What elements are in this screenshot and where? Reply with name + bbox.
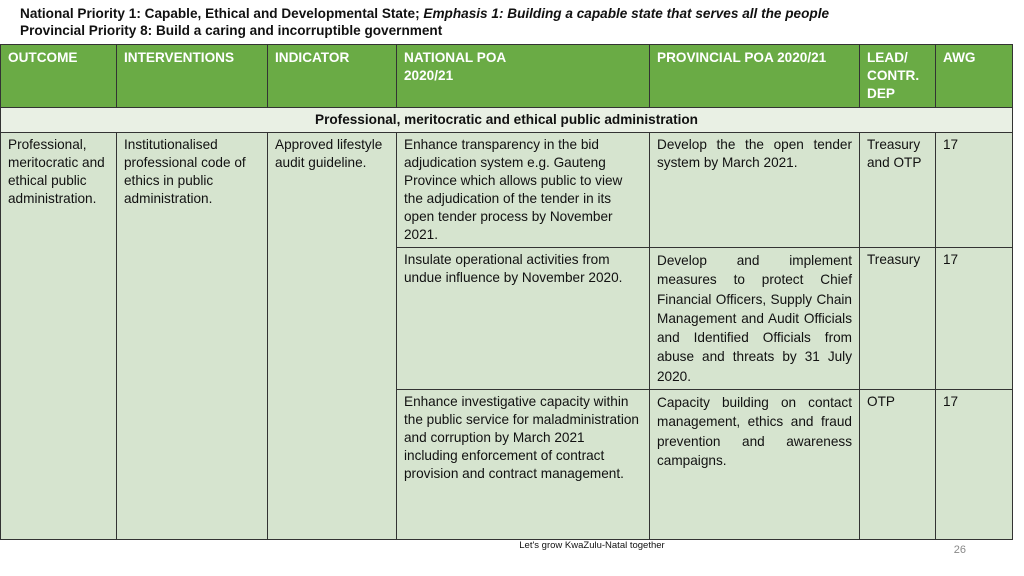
indicator-cell: Approved lifestyle audit guideline. — [268, 133, 397, 540]
col-national-poa-line1: NATIONAL POA — [404, 50, 507, 65]
page-number: 26 — [953, 544, 966, 556]
col-lead-line3: DEP — [867, 86, 895, 101]
footer-tagline: Let's grow KwaZulu-Natal together — [519, 540, 665, 551]
table-row — [1, 133, 1013, 248]
interventions-cell: Institutionalised professional code of ethics in public administration. — [117, 133, 268, 540]
provincial-poa-cell: Capacity building on contact management, ethics and fraud prevention and awareness campaigns. — [650, 390, 860, 540]
header-emphasis: Emphasis 1: Building a capable state that serves all the people — [423, 6, 830, 21]
national-poa-cell: Enhance transparency in the bid adjudication system e.g. Gauteng Province which allows public to view the adjudication of the tender in its open tender process by November 2021. — [397, 133, 650, 248]
header-line-1 — [20, 5, 1010, 22]
outcome-cell: Professional, meritocratic and ethical public administration. — [1, 133, 117, 540]
banner-row — [1, 108, 1013, 133]
col-interventions: INTERVENTIONS — [117, 45, 268, 108]
header-priority: National Priority 1: Capable, Ethical and Developmental State; — [20, 6, 420, 21]
awg-cell: 17 — [936, 390, 1013, 540]
col-lead — [860, 45, 936, 108]
poa-table — [0, 44, 1013, 540]
col-national-poa — [397, 45, 650, 108]
national-poa-cell: Insulate operational activities from undue influence by November 2020. — [397, 248, 650, 390]
banner-text: Professional, meritocratic and ethical public administration — [1, 108, 1013, 133]
header-line-2: Provincial Priority 8: Build a caring and incorruptible government — [20, 23, 443, 38]
col-national-poa-line2: 2020/21 — [404, 68, 454, 83]
awg-cell: 17 — [936, 133, 1013, 248]
lead-cell: Treasury and OTP — [860, 133, 936, 248]
lead-cell: Treasury — [860, 248, 936, 390]
col-lead-line1: LEAD/ — [867, 50, 908, 65]
col-provincial-poa: PROVINCIAL POA 2020/21 — [650, 45, 860, 108]
col-lead-line2: CONTR. — [867, 68, 920, 83]
slide-header — [20, 5, 1010, 39]
national-poa-cell: Enhance investigative capacity within the public service for maladministration and corruption by March 2021 including enforcement of contract provision and contract management. — [397, 390, 650, 540]
provincial-poa-cell: Develop and implement measures to protect Chief Financial Officers, Supply Chain Management and Audit Officials and Identified Officials from abuse and threats by 31 July 2020. — [650, 248, 860, 390]
provincial-poa-cell: Develop the the open tender system by March 2021. — [650, 133, 860, 248]
col-outcome: OUTCOME — [1, 45, 117, 108]
awg-cell: 17 — [936, 248, 1013, 390]
col-awg: AWG — [936, 45, 1013, 108]
lead-cell: OTP — [860, 390, 936, 540]
table-header-row — [1, 45, 1013, 108]
col-indicator: INDICATOR — [268, 45, 397, 108]
